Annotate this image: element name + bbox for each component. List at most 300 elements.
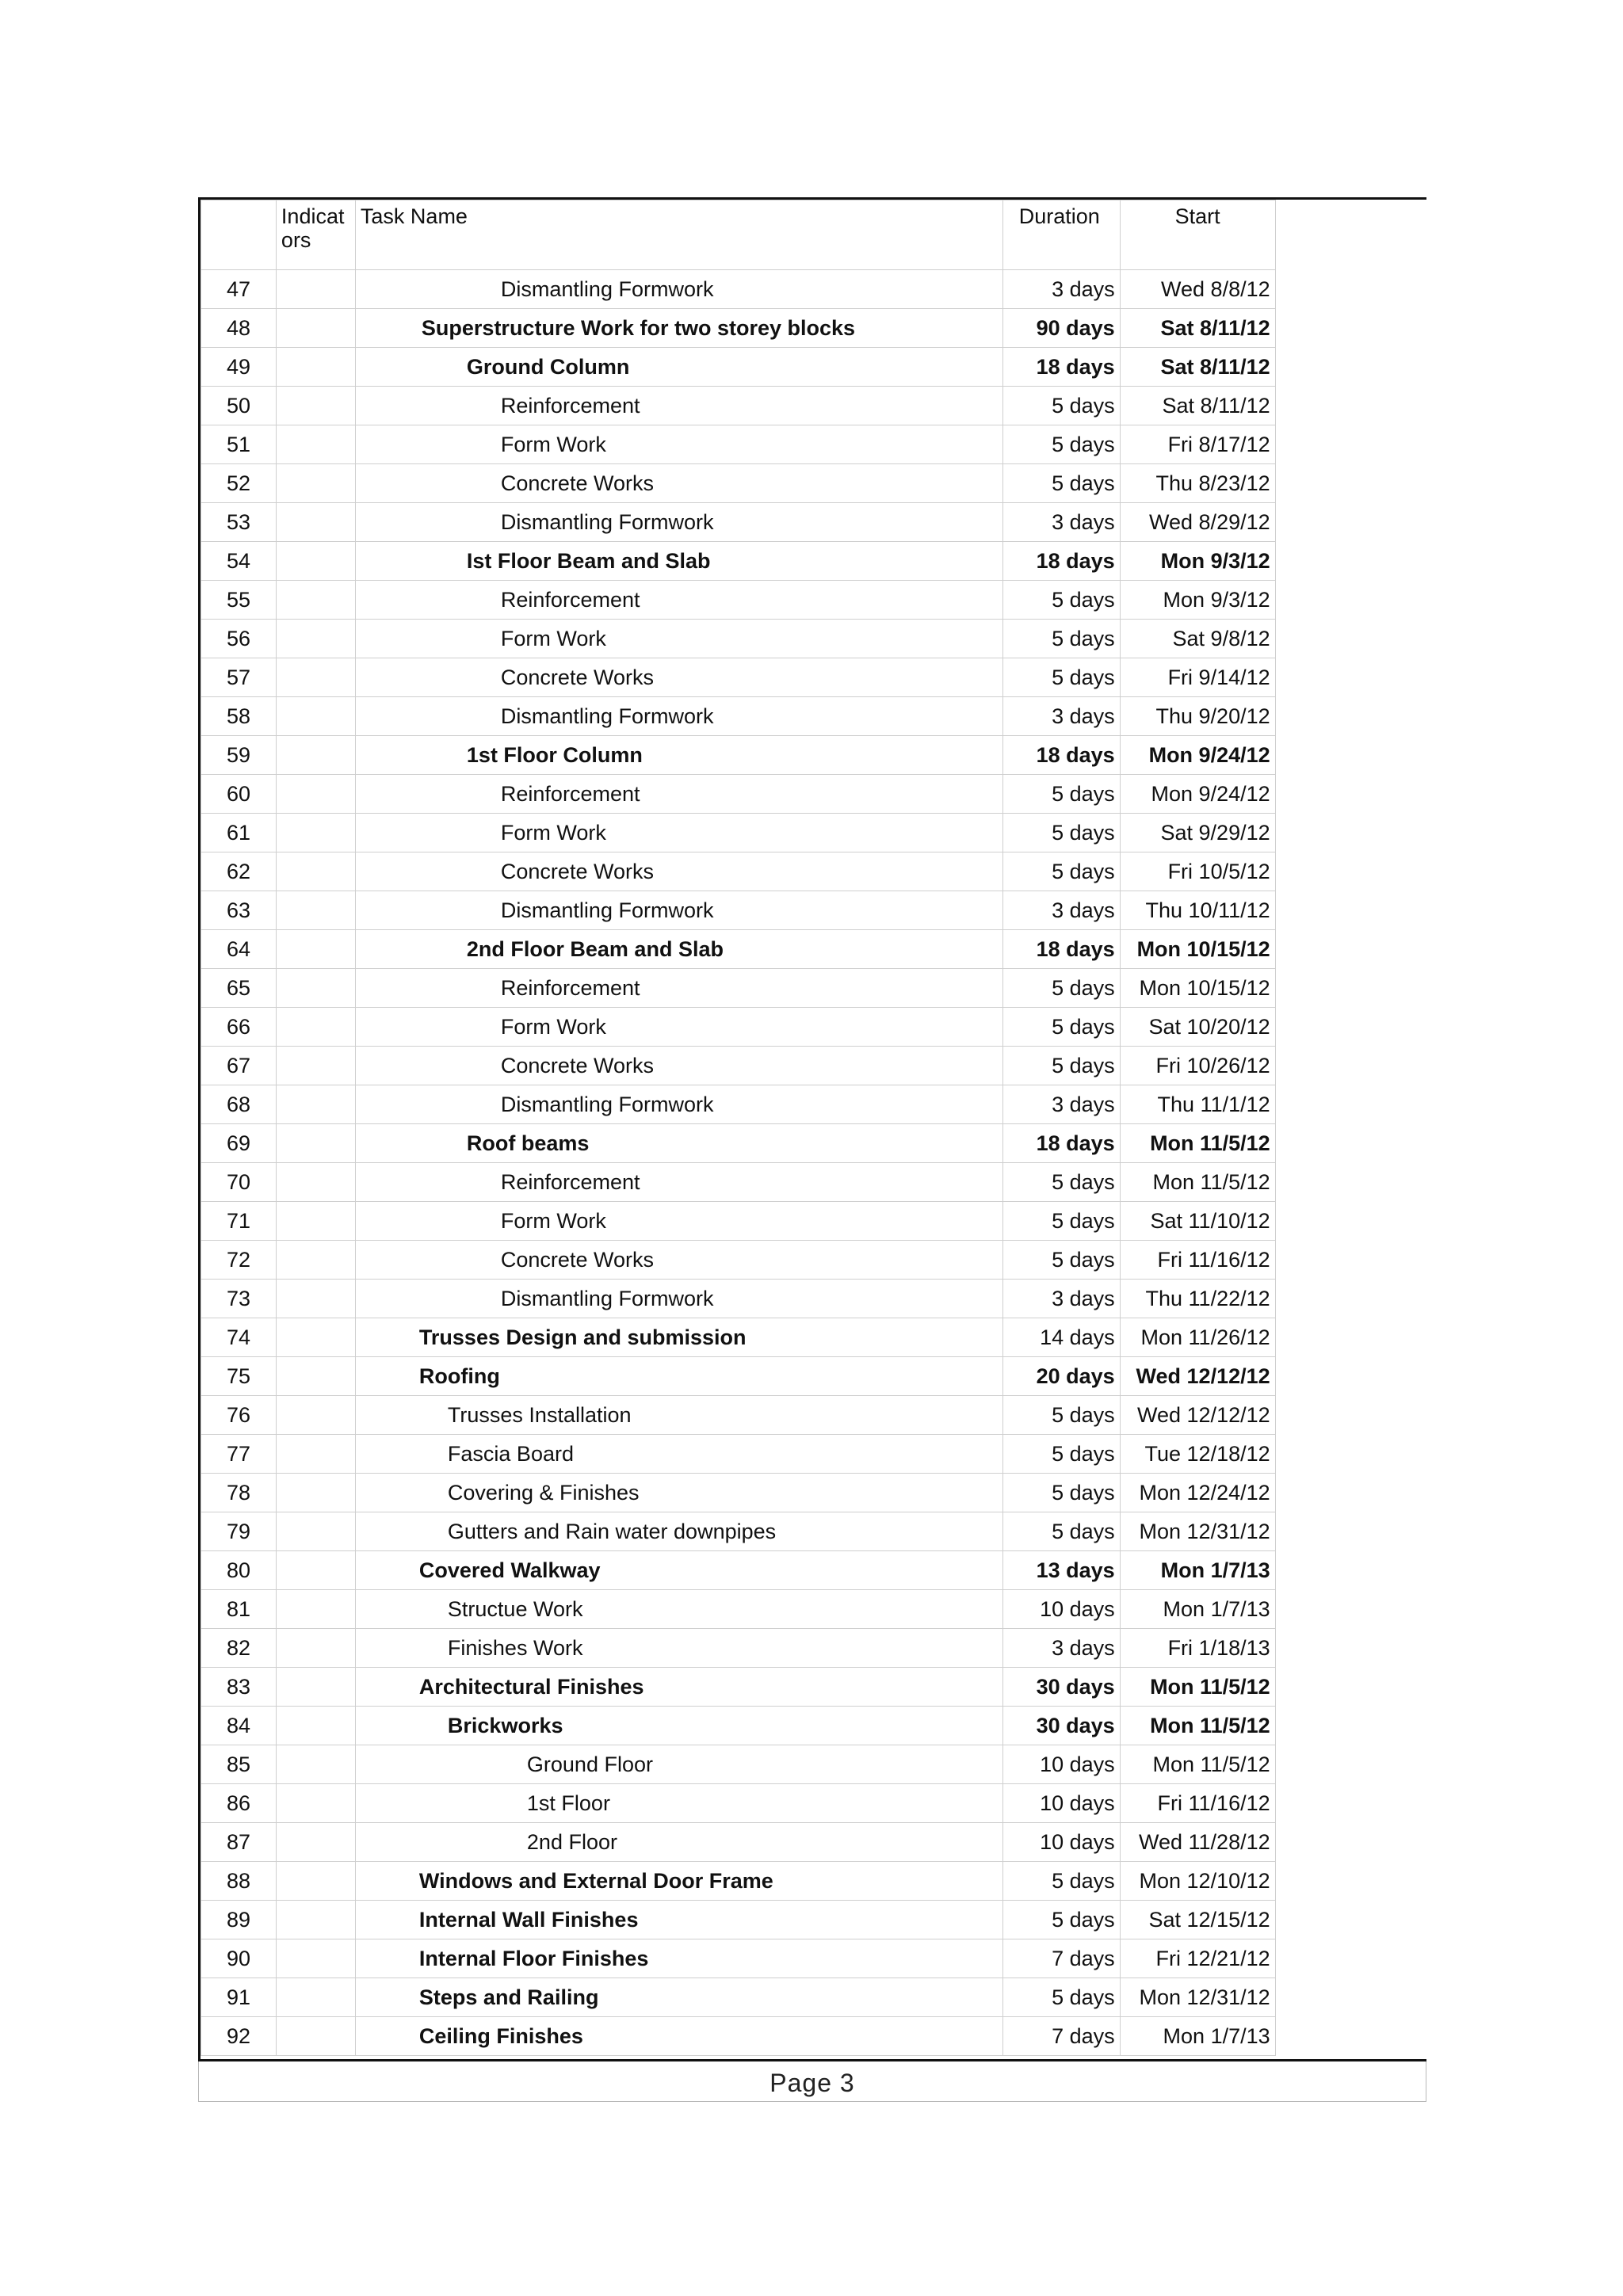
row-duration: 13 days — [1002, 1551, 1120, 1590]
row-start: Fri 10/26/12 — [1120, 1047, 1275, 1085]
row-start: Mon 1/7/13 — [1120, 2017, 1275, 2056]
row-indicators — [276, 930, 355, 969]
row-start: Mon 12/31/12 — [1120, 1978, 1275, 2017]
row-id: 72 — [201, 1241, 277, 1280]
row-id: 78 — [201, 1474, 277, 1512]
row-indicators — [276, 1047, 355, 1085]
row-id: 74 — [201, 1318, 277, 1357]
header-start: Start — [1120, 200, 1275, 270]
row-id: 56 — [201, 620, 277, 658]
header-indicators — [276, 200, 355, 270]
row-id: 61 — [201, 814, 277, 852]
row-id: 69 — [201, 1124, 277, 1163]
row-start: Fri 11/16/12 — [1120, 1784, 1275, 1823]
row-duration: 18 days — [1002, 1124, 1120, 1163]
row-start: Sat 8/11/12 — [1120, 348, 1275, 387]
row-id: 82 — [201, 1629, 277, 1668]
row-gap — [1275, 1474, 1426, 1512]
row-task-name: Covering & Finishes — [355, 1474, 1002, 1512]
row-duration: 3 days — [1002, 270, 1120, 309]
table-row[interactable] — [201, 1047, 1427, 1085]
row-task-name: 2nd Floor Beam and Slab — [355, 930, 1002, 969]
row-duration: 5 days — [1002, 1512, 1120, 1551]
row-id: 52 — [201, 464, 277, 503]
row-indicators — [276, 814, 355, 852]
row-duration: 5 days — [1002, 1862, 1120, 1901]
row-duration: 10 days — [1002, 1745, 1120, 1784]
row-task-name: Trusses Installation — [355, 1396, 1002, 1435]
row-task-name: Roof beams — [355, 1124, 1002, 1163]
row-duration: 3 days — [1002, 1280, 1120, 1318]
row-id: 71 — [201, 1202, 277, 1241]
row-id: 67 — [201, 1047, 277, 1085]
row-indicators — [276, 969, 355, 1008]
row-start: Fri 10/5/12 — [1120, 852, 1275, 891]
table-row[interactable] — [201, 1784, 1427, 1823]
table-row[interactable] — [201, 1668, 1427, 1707]
row-indicators — [276, 1008, 355, 1047]
row-gap — [1275, 1629, 1426, 1668]
row-gap — [1275, 1707, 1426, 1745]
row-start: Fri 12/21/12 — [1120, 1939, 1275, 1978]
row-task-name: Concrete Works — [355, 1241, 1002, 1280]
row-duration: 5 days — [1002, 620, 1120, 658]
row-indicators — [276, 658, 355, 697]
row-id: 81 — [201, 1590, 277, 1629]
row-gap — [1275, 1668, 1426, 1707]
table-row[interactable] — [201, 1280, 1427, 1318]
row-id: 89 — [201, 1901, 277, 1939]
table-row[interactable] — [201, 1318, 1427, 1357]
row-start: Tue 12/18/12 — [1120, 1435, 1275, 1474]
row-gap — [1275, 1862, 1426, 1901]
row-start: Wed 8/8/12 — [1120, 270, 1275, 309]
table-row[interactable] — [201, 1745, 1427, 1784]
row-task-name: Internal Floor Finishes — [355, 1939, 1002, 1978]
row-start: Mon 12/10/12 — [1120, 1862, 1275, 1901]
row-start: Thu 9/20/12 — [1120, 697, 1275, 736]
row-id: 85 — [201, 1745, 277, 1784]
table-row[interactable] — [201, 1202, 1427, 1241]
row-task-name: Dismantling Formwork — [355, 503, 1002, 542]
row-start: Wed 12/12/12 — [1120, 1357, 1275, 1396]
table-header-row — [201, 200, 1427, 270]
table-row[interactable] — [201, 1862, 1427, 1901]
row-gap — [1275, 1512, 1426, 1551]
row-start: Sat 9/8/12 — [1120, 620, 1275, 658]
table-row[interactable] — [201, 1707, 1427, 1745]
row-task-name: Gutters and Rain water downpipes — [355, 1512, 1002, 1551]
row-gap — [1275, 697, 1426, 736]
row-indicators — [276, 348, 355, 387]
row-indicators — [276, 1163, 355, 1202]
row-gap — [1275, 891, 1426, 930]
row-duration: 5 days — [1002, 425, 1120, 464]
row-duration: 5 days — [1002, 1241, 1120, 1280]
row-duration: 5 days — [1002, 814, 1120, 852]
row-task-name: Form Work — [355, 425, 1002, 464]
row-task-name: 1st Floor — [355, 1784, 1002, 1823]
row-gap — [1275, 969, 1426, 1008]
row-duration: 5 days — [1002, 658, 1120, 697]
row-gap — [1275, 658, 1426, 697]
row-gap — [1275, 542, 1426, 581]
table-row[interactable] — [201, 775, 1427, 814]
row-duration: 18 days — [1002, 348, 1120, 387]
row-duration: 7 days — [1002, 2017, 1120, 2056]
row-task-name: Reinforcement — [355, 969, 1002, 1008]
row-task-name: Concrete Works — [355, 658, 1002, 697]
row-start: Wed 12/12/12 — [1120, 1396, 1275, 1435]
row-id: 77 — [201, 1435, 277, 1474]
table-row[interactable] — [201, 697, 1427, 736]
table-row[interactable] — [201, 542, 1427, 581]
row-gap — [1275, 1280, 1426, 1318]
row-gap — [1275, 1085, 1426, 1124]
row-gap — [1275, 1590, 1426, 1629]
row-indicators — [276, 1280, 355, 1318]
row-task-name: 1st Floor Column — [355, 736, 1002, 775]
table-row[interactable] — [201, 930, 1427, 969]
row-task-name: Reinforcement — [355, 775, 1002, 814]
row-start: Thu 11/22/12 — [1120, 1280, 1275, 1318]
row-id: 47 — [201, 270, 277, 309]
row-start: Fri 8/17/12 — [1120, 425, 1275, 464]
task-table — [200, 200, 1426, 2056]
row-task-name: Form Work — [355, 1202, 1002, 1241]
row-start: Mon 9/24/12 — [1120, 736, 1275, 775]
table-row[interactable] — [201, 1085, 1427, 1124]
row-task-name: Covered Walkway — [355, 1551, 1002, 1590]
row-id: 91 — [201, 1978, 277, 2017]
row-gap — [1275, 464, 1426, 503]
row-task-name: Roofing — [355, 1357, 1002, 1396]
table-row[interactable] — [201, 1357, 1427, 1396]
table-row[interactable] — [201, 1629, 1427, 1668]
row-task-name: Form Work — [355, 1008, 1002, 1047]
row-task-name: Superstructure Work for two storey blocks — [355, 309, 1002, 348]
row-indicators — [276, 270, 355, 309]
table-row[interactable] — [201, 425, 1427, 464]
row-start: Mon 9/24/12 — [1120, 775, 1275, 814]
row-indicators — [276, 2017, 355, 2056]
row-indicators — [276, 1707, 355, 1745]
row-task-name: Ground Column — [355, 348, 1002, 387]
page-label: Page 3 — [769, 2069, 855, 2097]
row-id: 75 — [201, 1357, 277, 1396]
row-id: 68 — [201, 1085, 277, 1124]
table-row[interactable] — [201, 1939, 1427, 1978]
row-start: Mon 10/15/12 — [1120, 969, 1275, 1008]
row-duration: 5 days — [1002, 1435, 1120, 1474]
row-start: Mon 12/24/12 — [1120, 1474, 1275, 1512]
row-start: Mon 10/15/12 — [1120, 930, 1275, 969]
row-id: 59 — [201, 736, 277, 775]
row-task-name: Reinforcement — [355, 581, 1002, 620]
row-indicators — [276, 581, 355, 620]
row-task-name: Dismantling Formwork — [355, 1280, 1002, 1318]
row-task-name: Ist Floor Beam and Slab — [355, 542, 1002, 581]
row-task-name: Dismantling Formwork — [355, 270, 1002, 309]
row-id: 92 — [201, 2017, 277, 2056]
table-row[interactable] — [201, 969, 1427, 1008]
row-indicators — [276, 1823, 355, 1862]
row-indicators — [276, 620, 355, 658]
row-id: 79 — [201, 1512, 277, 1551]
row-task-name: Trusses Design and submission — [355, 1318, 1002, 1357]
task-rows — [201, 270, 1427, 2056]
row-start: Sat 12/15/12 — [1120, 1901, 1275, 1939]
row-start: Fri 1/18/13 — [1120, 1629, 1275, 1668]
row-duration: 3 days — [1002, 1085, 1120, 1124]
table-row[interactable] — [201, 1590, 1427, 1629]
row-id: 76 — [201, 1396, 277, 1435]
row-task-name: Dismantling Formwork — [355, 891, 1002, 930]
row-indicators — [276, 736, 355, 775]
row-indicators — [276, 464, 355, 503]
row-start: Mon 11/5/12 — [1120, 1707, 1275, 1745]
row-id: 64 — [201, 930, 277, 969]
header-id — [201, 200, 277, 270]
row-task-name: Brickworks — [355, 1707, 1002, 1745]
row-gap — [1275, 2017, 1426, 2056]
row-gap — [1275, 1163, 1426, 1202]
row-duration: 3 days — [1002, 1629, 1120, 1668]
row-duration: 30 days — [1002, 1668, 1120, 1707]
table-row[interactable] — [201, 736, 1427, 775]
table-row[interactable] — [201, 387, 1427, 425]
row-task-name: Concrete Works — [355, 1047, 1002, 1085]
row-indicators — [276, 775, 355, 814]
row-gap — [1275, 1901, 1426, 1939]
row-id: 55 — [201, 581, 277, 620]
table-row[interactable] — [201, 1551, 1427, 1590]
row-id: 88 — [201, 1862, 277, 1901]
row-gap — [1275, 620, 1426, 658]
row-indicators — [276, 1241, 355, 1280]
row-indicators — [276, 1551, 355, 1590]
row-indicators — [276, 697, 355, 736]
table-row[interactable] — [201, 852, 1427, 891]
row-indicators — [276, 1939, 355, 1978]
row-indicators — [276, 387, 355, 425]
row-task-name: Structue Work — [355, 1590, 1002, 1629]
row-indicators — [276, 503, 355, 542]
row-gap — [1275, 1978, 1426, 2017]
row-duration: 5 days — [1002, 581, 1120, 620]
row-indicators — [276, 1745, 355, 1784]
table-row[interactable] — [201, 1241, 1427, 1280]
row-start: Mon 11/5/12 — [1120, 1745, 1275, 1784]
row-task-name: Concrete Works — [355, 852, 1002, 891]
gantt-sheet — [198, 197, 1426, 2103]
row-duration: 5 days — [1002, 1901, 1120, 1939]
table-row[interactable] — [201, 309, 1427, 348]
row-indicators — [276, 1512, 355, 1551]
table-row[interactable] — [201, 1435, 1427, 1474]
row-task-name: Windows and External Door Frame — [355, 1862, 1002, 1901]
row-task-name: Form Work — [355, 620, 1002, 658]
row-start: Mon 9/3/12 — [1120, 542, 1275, 581]
row-indicators — [276, 1318, 355, 1357]
row-duration: 18 days — [1002, 542, 1120, 581]
row-task-name: Finishes Work — [355, 1629, 1002, 1668]
row-id: 49 — [201, 348, 277, 387]
row-id: 48 — [201, 309, 277, 348]
header-indicators-label: Indicators — [281, 204, 345, 252]
row-task-name: Dismantling Formwork — [355, 1085, 1002, 1124]
row-gap — [1275, 1318, 1426, 1357]
table-row[interactable] — [201, 1124, 1427, 1163]
row-indicators — [276, 1435, 355, 1474]
table-row[interactable] — [201, 1474, 1427, 1512]
row-indicators — [276, 1901, 355, 1939]
table-row[interactable] — [201, 658, 1427, 697]
row-gap — [1275, 852, 1426, 891]
row-duration: 90 days — [1002, 309, 1120, 348]
row-duration: 5 days — [1002, 387, 1120, 425]
row-start: Sat 8/11/12 — [1120, 309, 1275, 348]
table-row[interactable] — [201, 581, 1427, 620]
row-id: 53 — [201, 503, 277, 542]
row-duration: 10 days — [1002, 1823, 1120, 1862]
header-task-name: Task Name — [355, 200, 1002, 270]
table-row[interactable] — [201, 2017, 1427, 2056]
row-indicators — [276, 1396, 355, 1435]
row-start: Mon 1/7/13 — [1120, 1551, 1275, 1590]
row-gap — [1275, 1435, 1426, 1474]
row-duration: 3 days — [1002, 697, 1120, 736]
table-row[interactable] — [201, 1163, 1427, 1202]
row-task-name: Internal Wall Finishes — [355, 1901, 1002, 1939]
row-indicators — [276, 1357, 355, 1396]
row-indicators — [276, 1668, 355, 1707]
row-gap — [1275, 348, 1426, 387]
row-id: 63 — [201, 891, 277, 930]
row-duration: 5 days — [1002, 1474, 1120, 1512]
row-gap — [1275, 581, 1426, 620]
row-indicators — [276, 891, 355, 930]
table-row[interactable] — [201, 503, 1427, 542]
table-row[interactable] — [201, 464, 1427, 503]
row-start: Mon 11/5/12 — [1120, 1163, 1275, 1202]
row-indicators — [276, 1085, 355, 1124]
row-start: Sat 8/11/12 — [1120, 387, 1275, 425]
table-row[interactable] — [201, 270, 1427, 309]
row-gap — [1275, 1551, 1426, 1590]
row-gap — [1275, 503, 1426, 542]
row-duration: 20 days — [1002, 1357, 1120, 1396]
row-id: 80 — [201, 1551, 277, 1590]
header-duration: Duration — [1002, 200, 1120, 270]
row-gap — [1275, 270, 1426, 309]
row-task-name: Architectural Finishes — [355, 1668, 1002, 1707]
row-gap — [1275, 1784, 1426, 1823]
row-id: 62 — [201, 852, 277, 891]
row-duration: 7 days — [1002, 1939, 1120, 1978]
row-duration: 30 days — [1002, 1707, 1120, 1745]
row-indicators — [276, 1978, 355, 2017]
row-gap — [1275, 1823, 1426, 1862]
row-id: 54 — [201, 542, 277, 581]
row-duration: 3 days — [1002, 891, 1120, 930]
row-id: 70 — [201, 1163, 277, 1202]
row-task-name: Dismantling Formwork — [355, 697, 1002, 736]
row-id: 60 — [201, 775, 277, 814]
table-row[interactable] — [201, 891, 1427, 930]
row-indicators — [276, 1629, 355, 1668]
row-gap — [1275, 1939, 1426, 1978]
row-gap — [1275, 309, 1426, 348]
table-row[interactable] — [201, 620, 1427, 658]
table-row[interactable] — [201, 1901, 1427, 1939]
row-gap — [1275, 1396, 1426, 1435]
row-id: 90 — [201, 1939, 277, 1978]
row-start: Wed 11/28/12 — [1120, 1823, 1275, 1862]
row-id: 65 — [201, 969, 277, 1008]
row-start: Wed 8/29/12 — [1120, 503, 1275, 542]
row-task-name: Reinforcement — [355, 1163, 1002, 1202]
row-indicators — [276, 542, 355, 581]
row-id: 87 — [201, 1823, 277, 1862]
row-task-name: Reinforcement — [355, 387, 1002, 425]
row-start: Fri 9/14/12 — [1120, 658, 1275, 697]
row-gap — [1275, 425, 1426, 464]
row-duration: 10 days — [1002, 1784, 1120, 1823]
row-duration: 5 days — [1002, 1202, 1120, 1241]
row-indicators — [276, 1784, 355, 1823]
row-duration: 5 days — [1002, 1047, 1120, 1085]
row-indicators — [276, 425, 355, 464]
row-id: 66 — [201, 1008, 277, 1047]
row-duration: 10 days — [1002, 1590, 1120, 1629]
row-start: Mon 12/31/12 — [1120, 1512, 1275, 1551]
row-id: 50 — [201, 387, 277, 425]
row-indicators — [276, 1124, 355, 1163]
row-start: Mon 11/5/12 — [1120, 1668, 1275, 1707]
row-indicators — [276, 309, 355, 348]
row-task-name: Ceiling Finishes — [355, 2017, 1002, 2056]
row-id: 58 — [201, 697, 277, 736]
row-start: Thu 8/23/12 — [1120, 464, 1275, 503]
row-id: 57 — [201, 658, 277, 697]
row-id: 73 — [201, 1280, 277, 1318]
row-gap — [1275, 1241, 1426, 1280]
row-duration: 3 days — [1002, 503, 1120, 542]
row-gap — [1275, 1202, 1426, 1241]
row-start: Sat 11/10/12 — [1120, 1202, 1275, 1241]
row-gap — [1275, 814, 1426, 852]
table-row[interactable] — [201, 1008, 1427, 1047]
row-duration: 5 days — [1002, 1978, 1120, 2017]
row-task-name: Steps and Railing — [355, 1978, 1002, 2017]
table-row[interactable] — [201, 1978, 1427, 2017]
row-gap — [1275, 1124, 1426, 1163]
row-duration: 5 days — [1002, 464, 1120, 503]
row-gap — [1275, 1357, 1426, 1396]
row-duration: 5 days — [1002, 1163, 1120, 1202]
row-task-name: Fascia Board — [355, 1435, 1002, 1474]
row-indicators — [276, 1474, 355, 1512]
table-row[interactable] — [201, 814, 1427, 852]
table-row[interactable] — [201, 1512, 1427, 1551]
table-row[interactable] — [201, 1823, 1427, 1862]
row-start: Mon 11/5/12 — [1120, 1124, 1275, 1163]
table-row[interactable] — [201, 1396, 1427, 1435]
row-gap — [1275, 1047, 1426, 1085]
row-gap — [1275, 387, 1426, 425]
table-row[interactable] — [201, 348, 1427, 387]
